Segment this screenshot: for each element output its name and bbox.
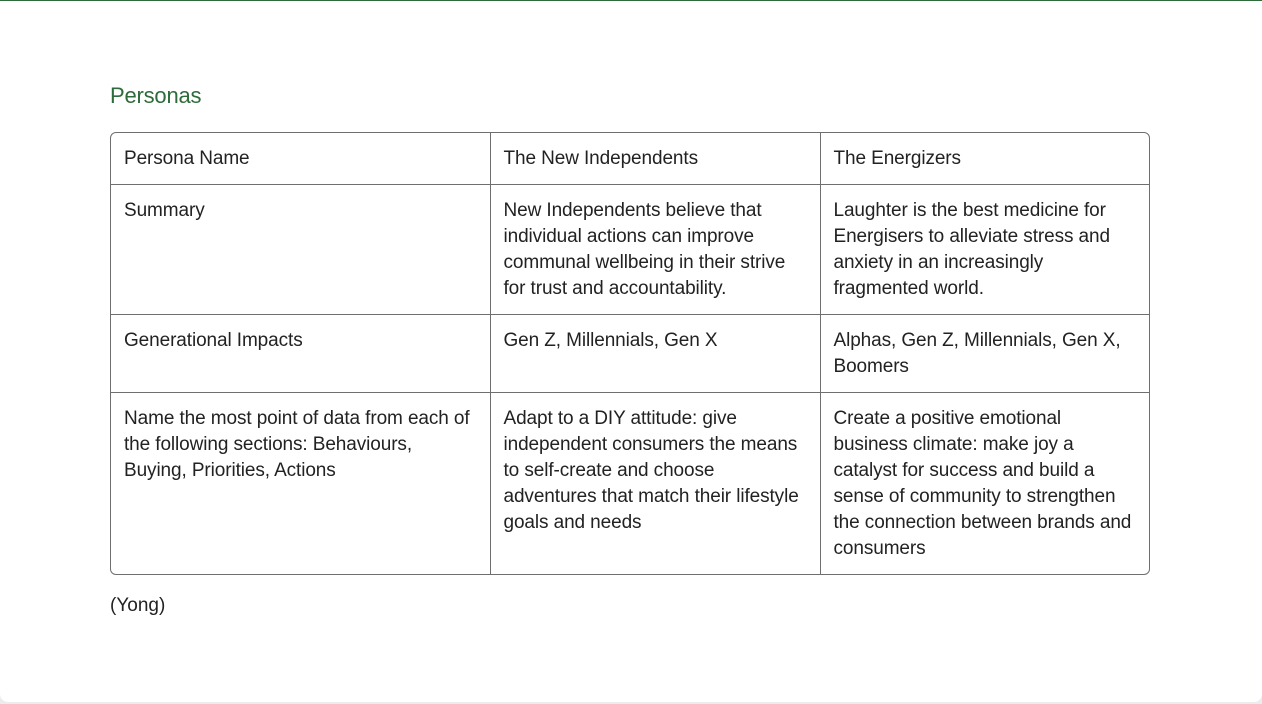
new-independents-cell: Gen Z, Millennials, Gen X: [490, 315, 820, 393]
table-row-summary: [111, 185, 1149, 315]
energizers-cell: Alphas, Gen Z, Millennials, Gen X, Boomers: [820, 315, 1149, 393]
energizers-cell: The Energizers: [820, 133, 1149, 185]
table-row-generational-impacts: [111, 315, 1149, 393]
table-row-persona-name: [111, 133, 1149, 185]
energizers-cell: Laughter is the best medicine for Energisers to alleviate stress and anxiety in an increasingly fragmented world.: [820, 185, 1149, 315]
new-independents-cell: New Independents believe that individual actions can improve communal wellbeing in their strive for trust and accountability.: [490, 185, 820, 315]
citation: (Yong): [110, 595, 166, 616]
new-independents-cell: The New Independents: [490, 133, 820, 185]
row-label-cell: Generational Impacts: [111, 315, 490, 393]
row-label-cell: Persona Name: [111, 133, 490, 185]
row-label-cell: Summary: [111, 185, 490, 315]
section-heading: Personas: [110, 83, 202, 108]
table-row-key-data: [111, 393, 1149, 575]
energizers-cell: Create a positive emotional business climate: make joy a catalyst for success and build a sense of community to strengthen the connection between brands and consumers: [833, 408, 1132, 559]
new-independents-cell: Adapt to a DIY attitude: give independent consumers the means to self-create and choose adventures that match their lifestyle goals and needs: [490, 393, 820, 575]
row-label-cell: Name the most point of data from each of the following sections: Behaviours, Buying, Priorities, Actions: [111, 393, 490, 575]
personas-table: [110, 132, 1150, 575]
